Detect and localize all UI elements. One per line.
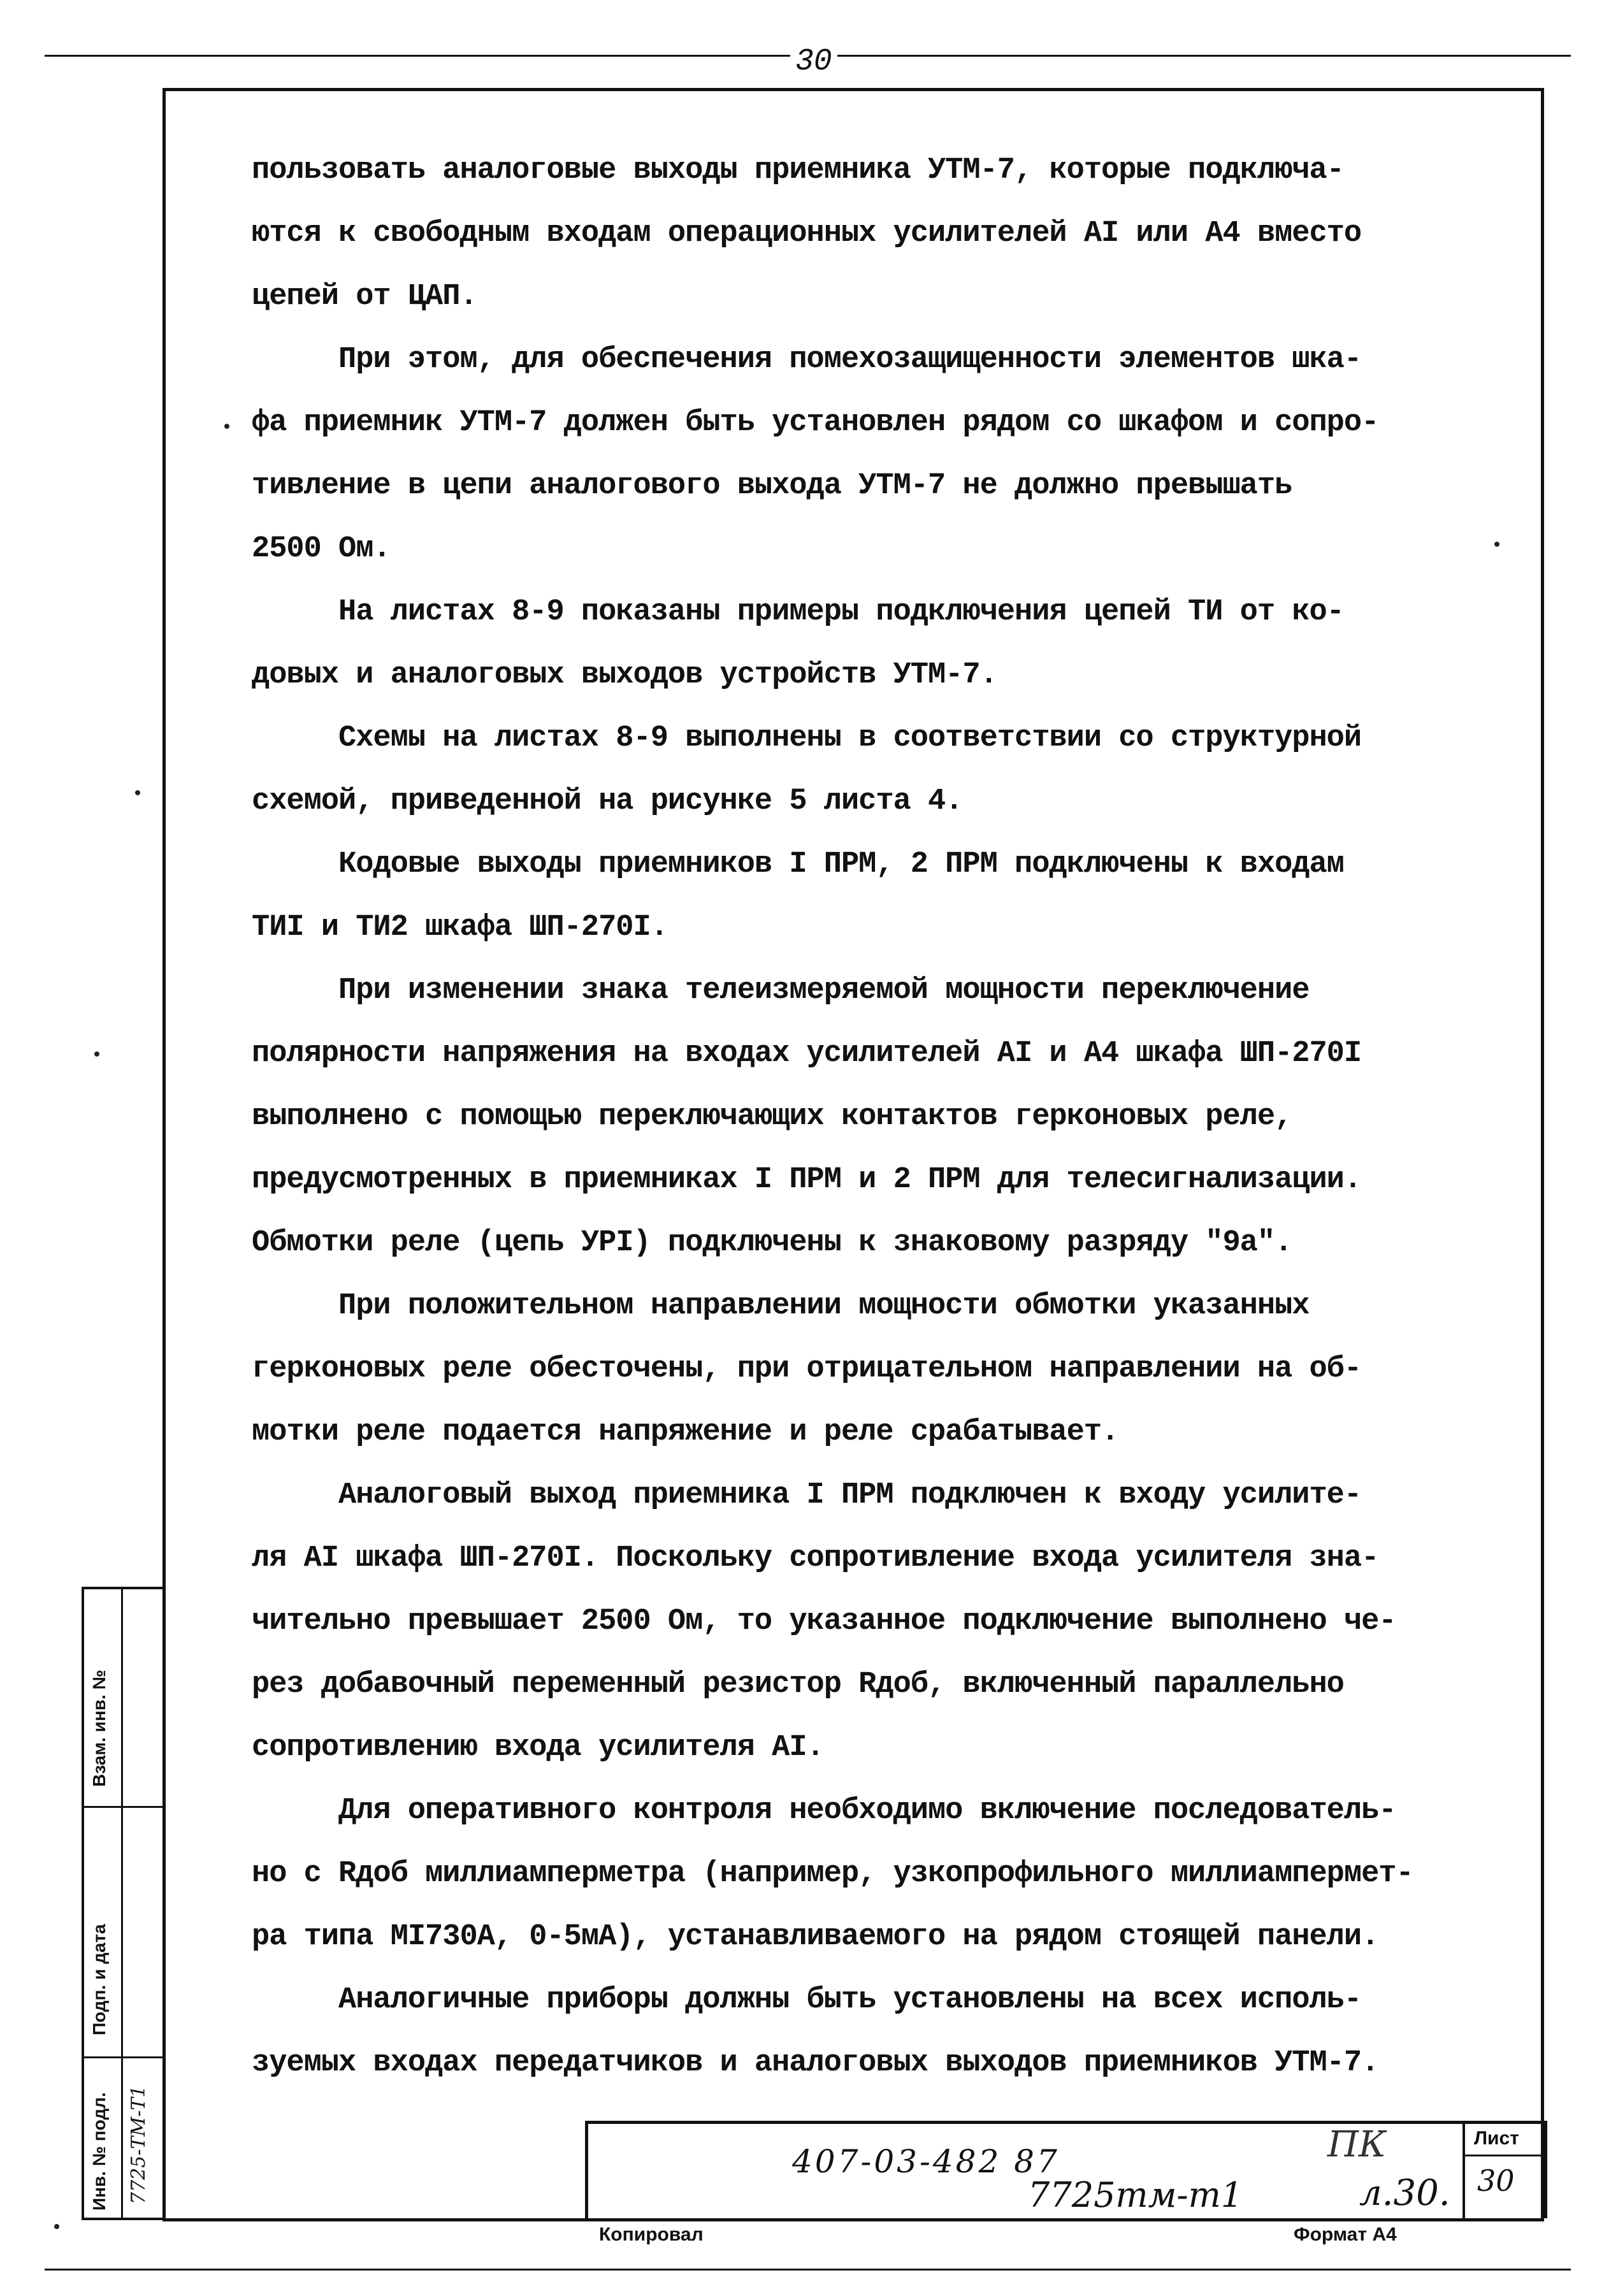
body-line: Аналогичные приборы должны быть установлены на всех исполь- bbox=[252, 1983, 1362, 2017]
body-line: ются к свободным входам операционных усилителей АI или А4 вместо bbox=[252, 217, 1362, 250]
handwritten-initials: ПК bbox=[1327, 2124, 1387, 2165]
body-text bbox=[252, 139, 1520, 2095]
body-line: рез добавочный переменный резистор Rдоб, включенный параллельно bbox=[252, 1668, 1344, 1701]
body-line: При изменении знака телеизмеряемой мощности переключение bbox=[252, 974, 1310, 1007]
side-label-podp: Подп. и дата bbox=[89, 1924, 109, 2035]
body-line: Для оперативного контроля необходимо включение последователь- bbox=[252, 1794, 1396, 1828]
body-line: чительно превышает 2500 Ом, то указанное подключение выполнено че- bbox=[252, 1605, 1396, 1638]
scan-speck bbox=[1494, 542, 1499, 547]
sheet-number: 30 bbox=[1477, 2163, 1515, 2198]
body-line: схемой, приведенной на рисунке 5 листа 4. bbox=[252, 784, 963, 818]
body-line: 2500 Ом. bbox=[252, 532, 391, 566]
body-line: фа приемник УТМ-7 должен быть установлен рядом со шкафом и сопро- bbox=[252, 406, 1379, 440]
side-inv-value: 7725-ТМ-Т1 bbox=[127, 2085, 150, 2204]
handwritten-code: 7725тм-т1 bbox=[1028, 2175, 1243, 2215]
side-stamp bbox=[82, 1587, 165, 2220]
body-line: Кодовые выходы приемников I ПРМ, 2 ПРМ подключены к входам bbox=[252, 848, 1344, 881]
body-line: герконовых реле обесточены, при отрицательном направлении на об- bbox=[252, 1352, 1362, 1386]
body-line: зуемых входах передатчиков и аналоговых выходов приемников УТМ-7. bbox=[252, 2046, 1379, 2080]
sheet-separator bbox=[1465, 2155, 1544, 2156]
body-line: ля АI шкафа ШП-270I. Поскольку сопротивление входа усилителя зна- bbox=[252, 1541, 1379, 1575]
footer-copied: Копировал bbox=[599, 2224, 704, 2245]
sheet-label: Лист bbox=[1474, 2128, 1519, 2149]
body-line: полярности напряжения на входах усилителей АI и А4 шкафа ШП-270I bbox=[252, 1037, 1362, 1071]
scan-speck bbox=[224, 424, 229, 429]
body-line: ТИI и ТИ2 шкафа ШП-270I. bbox=[252, 911, 668, 944]
scan-speck bbox=[135, 790, 140, 795]
body-line: Аналоговый выход приемника I ПРМ подключен к входу усилите- bbox=[252, 1478, 1362, 1512]
scan-speck bbox=[94, 1051, 99, 1057]
body-line: предусмотренных в приемниках I ПРМ и 2 ПРМ для телесигнализации. bbox=[252, 1163, 1362, 1197]
footer-format: Формат А4 bbox=[1294, 2224, 1397, 2245]
body-line: На листах 8-9 показаны примеры подключения цепей ТИ от ко- bbox=[252, 595, 1344, 629]
body-line: ра типа МI730А, 0-5мА), устанавливаемого на рядом стоящей панели. bbox=[252, 1920, 1379, 1954]
doc-code: 407-03-482 87 bbox=[792, 2143, 1060, 2180]
handwritten-sheet: л.30. bbox=[1359, 2172, 1450, 2214]
body-line: мотки реле подается напряжение и реле срабатывает. bbox=[252, 1415, 1119, 1449]
title-block-divider bbox=[1463, 2124, 1465, 2218]
body-line: сопротивлению входа усилителя АI. bbox=[252, 1731, 824, 1765]
side-label-vzam: Взам. инв. № bbox=[89, 1670, 109, 1787]
body-line: пользовать аналоговые выходы приемника УТМ-7, которые подключа- bbox=[252, 154, 1344, 187]
body-line: цепей от ЦАП. bbox=[252, 280, 477, 314]
title-block bbox=[585, 2121, 1547, 2218]
body-line: Обмотки реле (цепь УРI) подключены к знаковому разряду "9а". bbox=[252, 1226, 1292, 1260]
bottom-rule bbox=[45, 2269, 1571, 2271]
body-line: но с Rдоб миллиамперметра (например, узкопрофильного миллиампермет- bbox=[252, 1857, 1413, 1891]
page-number: 30 bbox=[790, 45, 837, 79]
scan-speck bbox=[54, 2224, 59, 2229]
side-label-inv: Инв. № подл. bbox=[89, 2092, 109, 2211]
body-line: При этом, для обеспечения помехозащищенности элементов шка- bbox=[252, 343, 1362, 377]
body-line: довых и аналоговых выходов устройств УТМ-7. bbox=[252, 658, 997, 692]
body-line: выполнено с помощью переключающих контактов герконовых реле, bbox=[252, 1100, 1292, 1134]
body-line: Схемы на листах 8-9 выполнены в соответствии со структурной bbox=[252, 721, 1362, 755]
body-line: При положительном направлении мощности обмотки указанных bbox=[252, 1289, 1310, 1323]
body-line: тивление в цепи аналогового выхода УТМ-7 не должно превышать bbox=[252, 469, 1292, 503]
